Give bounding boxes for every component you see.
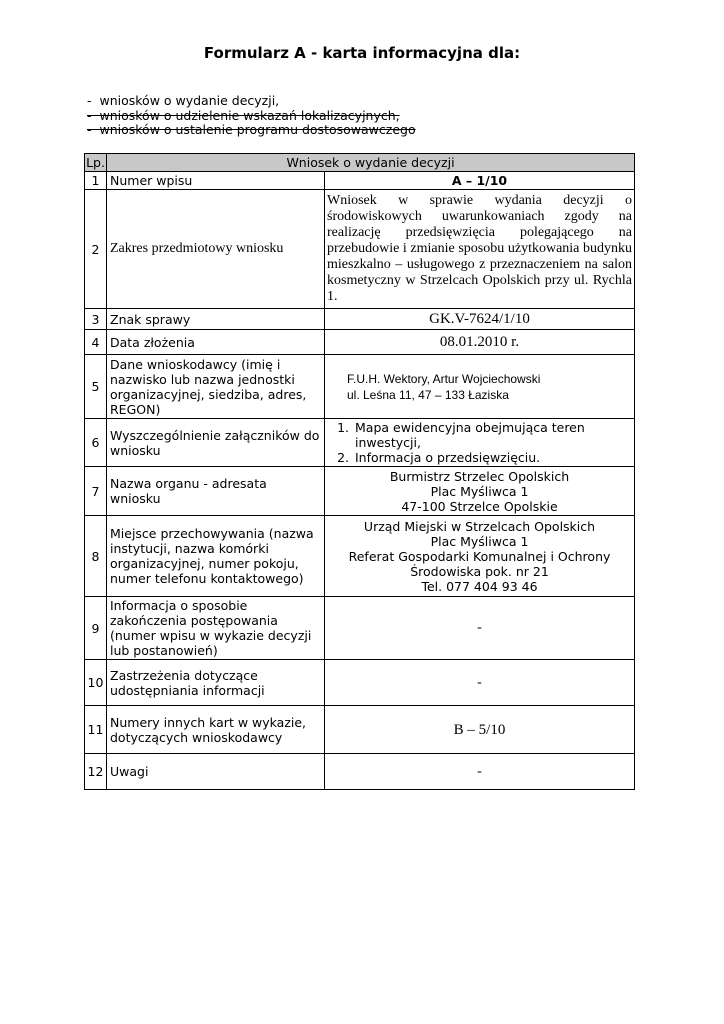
row-label: Numer wpisu	[107, 172, 325, 190]
row-number: 11	[85, 706, 107, 754]
row-label: Numery innych kart w wykazie, dotyczących wnioskodawcy	[107, 706, 325, 754]
row-label: Dane wnioskodawcy (imię i nazwisko lub nazwa jednostki organizacyjnej, siedziba, adres, REGON)	[107, 355, 325, 419]
applicant-name: F.U.H. Wektory, Artur Wojciechowski	[347, 371, 541, 386]
row-value-remarks: -	[325, 754, 635, 790]
addressee-line: Burmistrz Strzelec Opolskich	[389, 468, 570, 484]
applicant-address: ul. Leśna 11, 47 – 133 Łaziska	[347, 387, 509, 402]
row-label: Informacja o sposobie zakończenia postępowania (numer wpisu w wykazie decyzji lub postanowień)	[107, 597, 325, 660]
table-row	[85, 330, 635, 355]
option-text: wniosków o wydanie decyzji,	[99, 93, 280, 108]
table-row	[85, 467, 635, 516]
storage-line: Plac Myśliwca 1	[430, 533, 529, 549]
storage-line: Referat Gospodarki Komunalnej i Ochrony	[348, 548, 611, 564]
row-value-restrictions: -	[325, 660, 635, 706]
option-dash: -	[87, 108, 92, 123]
row-value-applicant	[325, 355, 635, 419]
table-row	[85, 754, 635, 790]
table-row	[85, 706, 635, 754]
row-label: Wyszczególnienie załączników do wniosku	[107, 419, 325, 467]
option-decisions	[87, 93, 279, 108]
option-dash: -	[87, 122, 92, 137]
option-adjustment-program	[87, 122, 416, 137]
row-label: Zakres przedmiotowy wniosku	[107, 190, 325, 309]
row-number: 7	[85, 467, 107, 516]
header-lp: Lp.	[86, 155, 105, 170]
attachments-list	[331, 420, 631, 465]
option-text: wniosków o ustalenie programu dostosowawczego	[99, 122, 416, 137]
row-label: Data złożenia	[107, 330, 325, 355]
row-value-completion-info: -	[325, 597, 635, 660]
table-row	[85, 190, 635, 309]
row-number: 9	[85, 597, 107, 660]
table-header-row	[85, 154, 635, 172]
list-item: 1. Mapa ewidencyjna obejmująca teren inwestycji,	[353, 420, 631, 450]
info-card-table	[84, 153, 635, 790]
table-row	[85, 172, 635, 190]
row-value-addressee	[325, 467, 635, 516]
row-number: 12	[85, 754, 107, 790]
row-value-attachments	[325, 419, 635, 467]
table-row	[85, 516, 635, 597]
row-number: 2	[85, 190, 107, 309]
row-number: 3	[85, 309, 107, 330]
storage-line: Urząd Miejski w Strzelcach Opolskich	[363, 518, 596, 534]
list-item: 2. Informacja o przedsięwzięciu.	[353, 450, 631, 465]
page-title: Formularz A - karta informacyjna dla:	[203, 44, 521, 62]
option-dash: -	[87, 93, 92, 108]
table-row	[85, 597, 635, 660]
header-title: Wniosek o wydanie decyzji	[107, 154, 635, 172]
row-label: Uwagi	[107, 754, 325, 790]
row-number: 5	[85, 355, 107, 419]
option-location-indications	[87, 108, 400, 123]
addressee-line: Plac Myśliwca 1	[430, 483, 529, 499]
table-row	[85, 355, 635, 419]
storage-line: Środowiska pok. nr 21	[410, 563, 549, 579]
option-text: wniosków o udzielenie wskazań lokalizacyjnych,	[99, 108, 400, 123]
row-label: Nazwa organu - adresata wniosku	[107, 467, 325, 516]
row-label: Zastrzeżenia dotyczące udostępniania informacji	[107, 660, 325, 706]
row-value-scope: Wniosek w sprawie wydania decyzji o środowiskowych uwarunkowaniach zgody na realizację przedsięwzięcia polegającego na przebudowie i zmianie sposobu użytkowania budynku mieszkalno – usługowego z przeznaczeniem na salon kosmetyczny w Strzelcach Opolskich przy ul. Rychla 1.	[325, 190, 635, 309]
table-row	[85, 309, 635, 330]
row-number: 1	[85, 172, 107, 190]
row-number: 10	[85, 660, 107, 706]
row-value-storage-place	[325, 516, 635, 597]
row-number: 8	[85, 516, 107, 597]
row-value-other-cards: B – 5/10	[325, 706, 635, 754]
table-row	[85, 419, 635, 467]
row-number: 6	[85, 419, 107, 467]
storage-line: Tel. 077 404 93 46	[421, 578, 538, 594]
row-value-submission-date: 08.01.2010 r.	[325, 330, 635, 355]
row-label: Znak sprawy	[107, 309, 325, 330]
row-label: Miejsce przechowywania (nazwa instytucji, nazwa komórki organizacyjnej, numer pokoju, numer telefonu kontaktowego)	[107, 516, 325, 597]
addressee-line: 47-100 Strzelce Opolskie	[401, 498, 558, 514]
row-value-case-sign: GK.V-7624/1/10	[325, 309, 635, 330]
row-number: 4	[85, 330, 107, 355]
table-row	[85, 660, 635, 706]
row-value-entry-number: A – 1/10	[325, 172, 635, 190]
